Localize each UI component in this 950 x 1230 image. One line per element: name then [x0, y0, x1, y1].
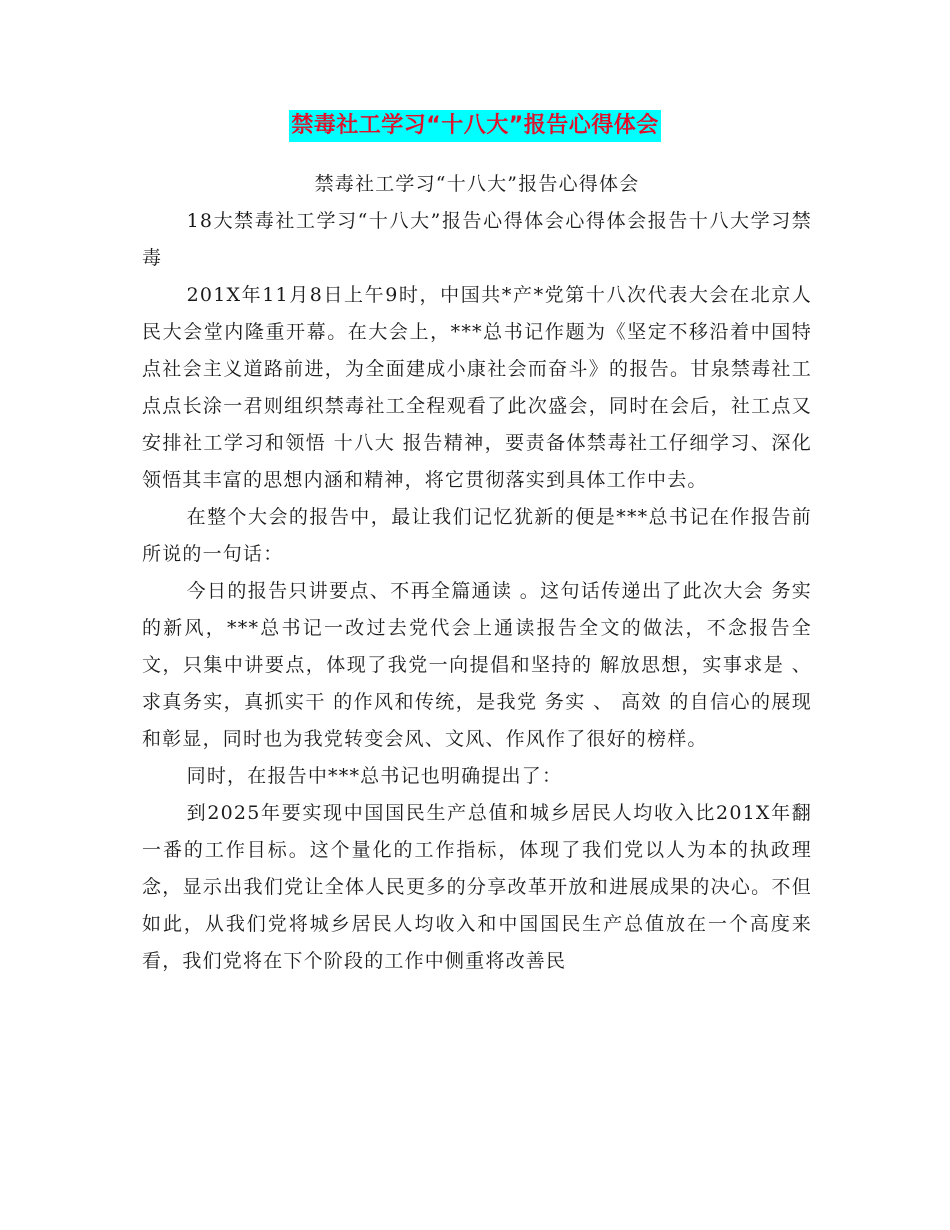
document-title-container: [0, 110, 950, 142]
paragraph: 201X年11月8日上午9时，中国共*产*党第十八次代表大会在北京人民大会堂内隆重开幕。在大会上，***总书记作题为《坚定不移沿着中国特点社会主义道路前进，为全面建成小康社会而奋斗》的报告。甘泉禁毒社工点点长涂一君则组织禁毒社工全程观看了此次盛会，同时在会后，社工点又安排社工学习和领悟 十八大 报告精神，要责备体禁毒社工仔细学习、深化领悟其丰富的思想内涵和精神，将它贯彻落实到具体工作中去。: [142, 284, 812, 491]
document-subtitle: 禁毒社工学习“十八大”报告心得体会: [314, 173, 640, 195]
paragraph: 在整个大会的报告中，最让我们记忆犹新的便是***总书记在作报告前所说的一句话：: [142, 506, 812, 565]
document-title: 禁毒社工学习“十八大”报告心得体会: [289, 110, 660, 142]
paragraph: 今日的报告只讲要点、不再全篇通读 。这句话传递出了此次大会 务实 的新风，***总书记一改过去党代会上通读报告全文的做法，不念报告全文，只集中讲要点，体现了我党一向提倡和坚持的 解放思想，实事求是 、 求真务实，真抓实干 的作风和传统，是我党 务实 、 高效 的自信心的展现和彰显，同时也为我党转变会风、文风、作风作了很好的榜样。: [142, 580, 812, 750]
paragraph: 18大禁毒社工学习“十八大”报告心得体会心得体会报告十八大学习禁毒: [142, 210, 812, 269]
paragraph: 到2025年要实现中国国民生产总值和城乡居民人均收入比201X年翻一番的工作目标。这个量化的工作指标，体现了我们党以人为本的执政理念，显示出我们党让全体人民更多的分享改革开放和进展成果的决心。不但如此，从我们党将城乡居民人均收入和中国国民生产总值放在一个高度来看，我们党将在下个阶段的工作中侧重将改善民: [142, 802, 812, 972]
document-body: [142, 166, 812, 980]
paragraph: 同时，在报告中***总书记也明确提出了：: [186, 765, 563, 787]
